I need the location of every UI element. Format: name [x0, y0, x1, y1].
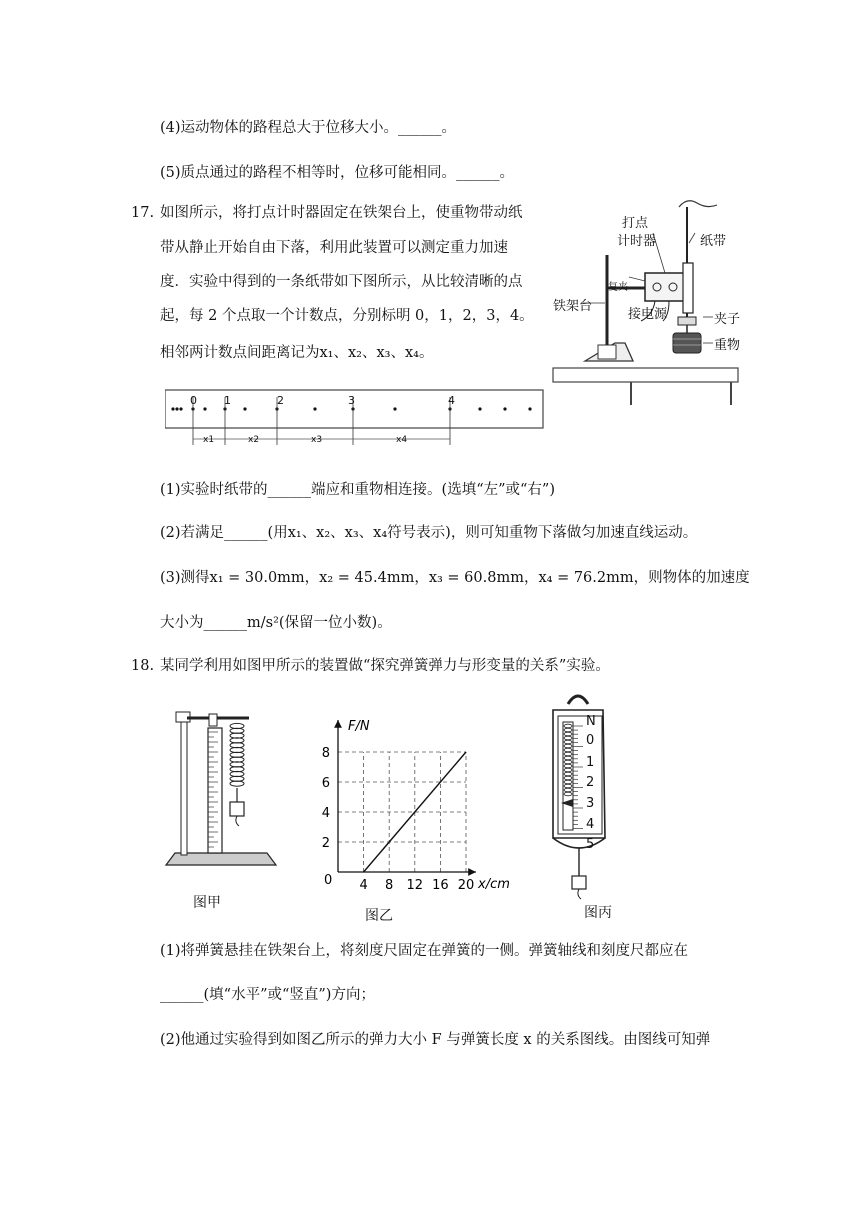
y-tick-label: 6 — [321, 776, 330, 791]
y-tick-label: 4 — [321, 806, 330, 821]
q18-sub1-line2: ______(填“水平”或“竖直”)方向； — [160, 987, 375, 1003]
scale-mark-1: 1 — [586, 755, 595, 770]
q17-distance-line: 相邻两计数点间距离记为x₁、x₂、x₃、x₄。 — [160, 345, 434, 361]
tape-point-0: 0 — [190, 394, 197, 407]
scale-mark-4: 4 — [586, 817, 595, 832]
label-tape: 纸带 — [700, 234, 727, 249]
label-double-clamp: 复夹 — [608, 282, 628, 293]
q16-item4: (4)运动物体的路程总大于位移大小。______。 — [160, 120, 457, 136]
tape-dot — [478, 407, 481, 410]
x-tick-label: 16 — [432, 878, 449, 893]
tape-seg-x2: x2 — [248, 435, 260, 445]
tape-dot — [243, 407, 246, 410]
label-stand: 铁架台 — [553, 299, 593, 314]
scale-mark-5: 5 — [586, 837, 595, 852]
fig-yi-label: 图乙 — [365, 908, 393, 924]
scale-mark-3: 3 — [586, 796, 595, 811]
paper-tape-figure — [165, 385, 545, 455]
y-tick-label: 8 — [321, 746, 330, 761]
tape-dot — [175, 407, 178, 410]
fig-bing-label: 图丙 — [584, 905, 612, 921]
q17-number: 17. — [131, 205, 155, 221]
q17-sub3-line1: (3)测得x₁ = 30.0mm，x₂ = 45.4mm，x₃ = 60.8mm，x₄ = 76.2mm，则物体的加速度 — [160, 570, 750, 586]
x-tick-label: 20 — [457, 878, 475, 893]
y-tick-label: 2 — [321, 836, 330, 851]
tape-seg-x3: x3 — [311, 435, 323, 445]
graph-xlabel: x/cm — [478, 877, 510, 892]
tape-dot — [171, 407, 174, 410]
scale-unit-N: N — [586, 714, 596, 729]
x-tick-label: 8 — [385, 878, 394, 893]
q17-stem-line-3: 度．实验中得到的一条纸带如下图所示，从比较清晰的点 — [160, 274, 523, 290]
label-power: 接电源 — [628, 307, 668, 322]
tape-dot — [203, 407, 206, 410]
scale-mark-2: 2 — [586, 775, 595, 790]
fig-jia-spring-stand — [163, 710, 278, 870]
label-timer-1: 打点 — [622, 216, 649, 231]
tape-seg-x1: x1 — [203, 435, 215, 445]
q17-sub2: (2)若满足______(用x₁、x₂、x₃、x₄符号表示)，则可知重物下落做匀加速直线运动。 — [160, 525, 698, 541]
label-timer-2: 计时器 — [617, 234, 657, 249]
tape-dot — [313, 407, 316, 410]
tape-point-4: 4 — [448, 394, 455, 407]
fig-yi-graph — [312, 712, 522, 912]
q18-sub1-line1: (1)将弹簧悬挂在铁架台上，将刻度尺固定在弹簧的一侧。弹簧轴线和刻度尺都应在 — [160, 943, 689, 959]
fig-jia-label: 图甲 — [193, 895, 221, 911]
q17-stem-line-1: 如图所示，将打点计时器固定在铁架台上，使重物带动纸 — [160, 205, 523, 221]
tape-dot — [179, 407, 182, 410]
tape-point-2: 2 — [277, 394, 284, 407]
q17-sub1: (1)实验时纸带的______端应和重物相连接。(选填“左”或“右”) — [160, 482, 556, 498]
graph-ylabel: F/N — [348, 719, 370, 734]
x-tick-label: 4 — [359, 878, 368, 893]
label-clip: 夹子 — [714, 312, 741, 327]
tape-point-3: 3 — [348, 394, 355, 407]
scale-mark-0: 0 — [586, 733, 595, 748]
q17-stem-line-4: 起，每 2 个点取一个计数点，分别标明 0，1，2，3，4。 — [160, 308, 534, 324]
tape-dot — [528, 407, 531, 410]
label-weight: 重物 — [714, 338, 741, 353]
q17-sub3-line2: 大小为______m/s²(保留一位小数)。 — [160, 615, 392, 631]
fig-bing-spring-scale — [543, 688, 613, 903]
q16-item5: (5)质点通过的路程不相等时，位移可能相同。______。 — [160, 165, 515, 181]
q17-stem-line-2: 带从静止开始自由下落，利用此装置可以测定重力加速 — [160, 240, 508, 256]
q18-number: 18. — [131, 658, 155, 674]
graph-origin-label: 0 — [324, 873, 333, 888]
tape-point-1: 1 — [224, 394, 231, 407]
tape-seg-x4: x4 — [396, 435, 408, 445]
tape-dot — [393, 407, 396, 410]
q18-sub2: (2)他通过实验得到如图乙所示的弹力大小 F 与弹簧长度 x 的关系图线。由图线可知弹 — [160, 1032, 711, 1048]
x-tick-label: 12 — [406, 878, 424, 893]
tape-dot — [503, 407, 506, 410]
q18-stem: 某同学利用如图甲所示的装置做“探究弹簧弹力与形变量的关系”实验。 — [160, 658, 610, 674]
